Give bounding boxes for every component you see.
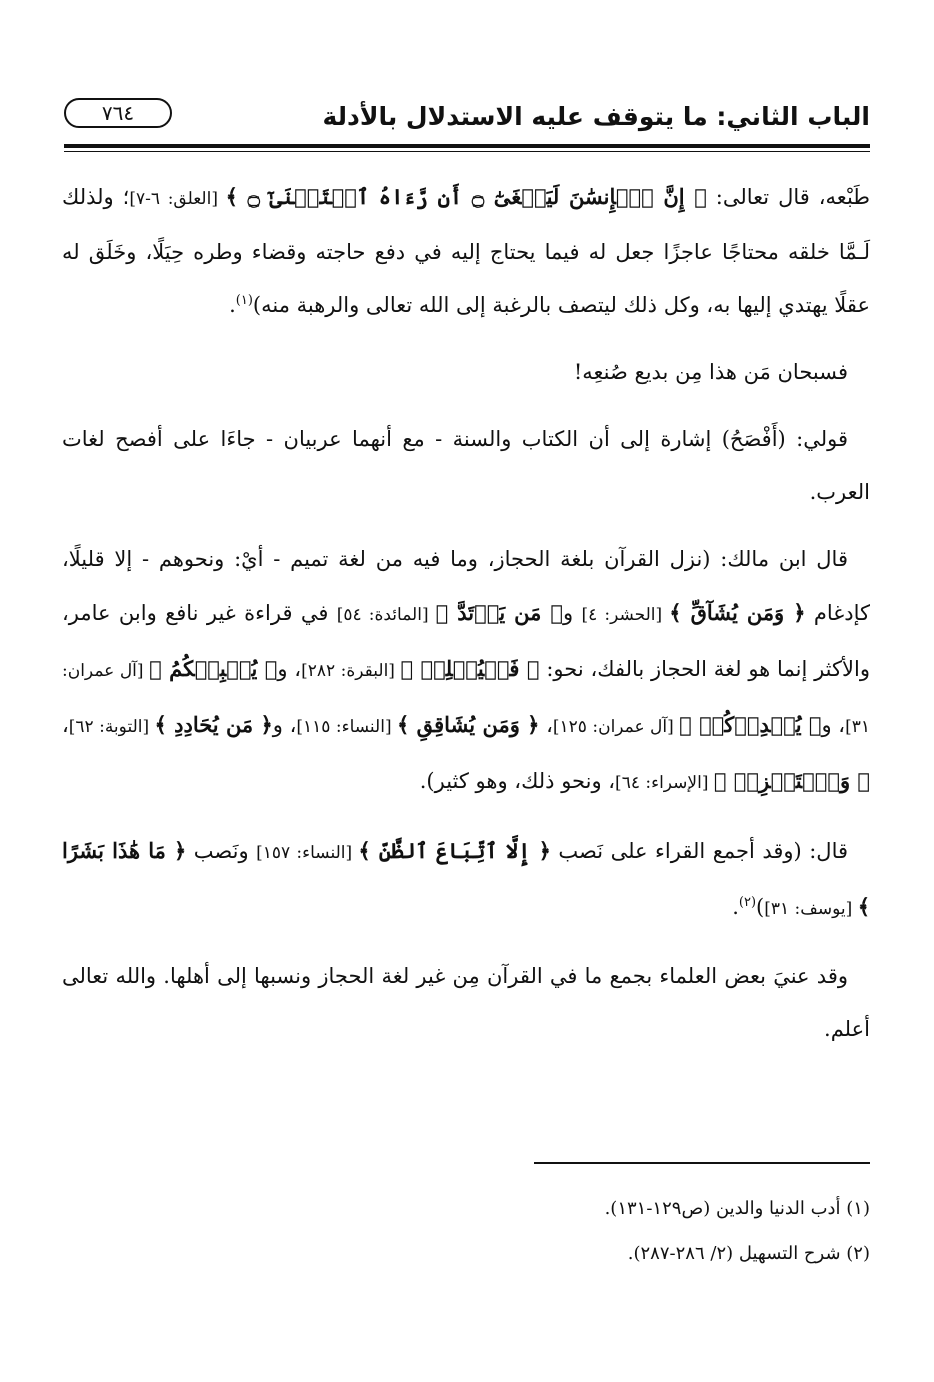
footnote-2: (٢) شرح التسهيل (٢/ ٢٨٦-٢٨٧). bbox=[627, 1243, 870, 1264]
text-run: قولي: (أَفْصَحُ) إشارة إلى أن الكتاب والسنة - مع أنهما عربيان - جاءَا على أفصح لغات العرب. bbox=[62, 427, 870, 504]
text-run: قال ابن مالك: (نزل القرآن بلغة الحجاز، وما فيه من لغة تميم - أيْ: ونحوهم - إلا قليلًا، كإدغام bbox=[62, 547, 871, 625]
page-number: ٧٦٤ bbox=[64, 98, 172, 128]
text-run: ، ونحو ذلك، وهو كثير). bbox=[419, 769, 616, 793]
quran-quote: ﴿ إِنَّ ٱلۡإِنسَٰنَ لَيَطۡغَىٰٓ ۝ أَن رَّءَاهُ ٱسۡتَغۡنَىٰٓ ۝ ﴾ bbox=[225, 184, 707, 209]
text-run: ) bbox=[756, 895, 765, 919]
text-run: قال: (وقد أجمع القراء على نَصب bbox=[550, 839, 849, 863]
verse-reference: [العلق: ٦-٧] bbox=[129, 189, 226, 209]
main-text bbox=[62, 170, 870, 1070]
header-rule-thick bbox=[64, 144, 870, 148]
footnote-marker: (٢) bbox=[738, 895, 757, 910]
verse-reference: [التوبة: ٦٢] bbox=[68, 717, 155, 737]
verse-reference: [الحشر: ٤] bbox=[581, 605, 670, 625]
paragraph bbox=[62, 170, 870, 332]
text-run: فسبحان مَن هذا مِن بديع صُنعِه! bbox=[573, 360, 848, 384]
quran-quote: ﴿ إِلَّا ٱتِّبَاعَ ٱلظَّنِّ ﴾ bbox=[358, 838, 551, 863]
text-run: وقد عنيَ بعض العلماء بجمع ما في القرآن مِن غير لغة الحجاز ونسبها إلى أهلها. والله تعالى أعلم. bbox=[62, 964, 870, 1041]
quran-quote: ﴿ وَٱسۡتَفۡزِزۡ ﴾ bbox=[713, 768, 870, 793]
paragraph bbox=[62, 346, 870, 399]
quran-quote: ﴿ يُمۡدِدۡكُمۡ ﴾ bbox=[679, 712, 822, 737]
footnote-marker: (١) bbox=[235, 293, 253, 308]
text-run: ، و bbox=[821, 713, 846, 737]
quran-quote: ﴿ يُحۡبِبۡكُمُ ﴾ bbox=[149, 656, 278, 681]
verse-reference: [البقرة: ٢٨٢] bbox=[301, 661, 401, 681]
text-run: طَبْعه، قال تعالى: bbox=[706, 185, 870, 209]
text-run: ، و bbox=[277, 657, 302, 681]
verse-reference: [الإسراء: ٦٤] bbox=[615, 773, 714, 793]
header-rule-thin bbox=[64, 151, 870, 152]
running-title: الباب الثاني: ما يتوقف عليه الاستدلال بالأدلة bbox=[322, 102, 870, 131]
page-header bbox=[64, 96, 870, 140]
text-run: و bbox=[563, 601, 582, 625]
paragraph bbox=[62, 950, 870, 1056]
text-run: ، bbox=[539, 713, 553, 737]
quran-quote: ﴿ مَا هَٰذَا بَشَرًا ﴾ bbox=[62, 838, 870, 919]
verse-reference: [النساء: ١١٥] bbox=[296, 717, 397, 737]
quran-quote: ﴿ مَن يَرۡتَدَّ ﴾ bbox=[435, 600, 564, 625]
text-run: ، bbox=[62, 713, 69, 737]
quran-quote: ﴿ مَن يُحَادِدِ ﴾ bbox=[154, 712, 273, 737]
text-run: ونَصب bbox=[186, 839, 257, 863]
footnote-1: (١) أدب الدنيا والدين (ص١٢٩-١٣١). bbox=[604, 1198, 870, 1219]
verse-reference: [آل عمران: ٣١] bbox=[62, 661, 870, 737]
text-run: ؛ ولذلك لَـمَّا خلقه محتاجًا عاجزًا جعل له فيما يحتاج إليه في دفع حاجته وقضاء وطره حِيَلًا، وخَلَق له عقلًا يهتدي إليها به، وكل ذلك ليتصف بالرغبة إلى الله تعالى والرهبة منه) bbox=[62, 185, 870, 317]
footnotes bbox=[64, 1186, 870, 1276]
quran-quote: ﴿ وَمَن يُشَآقِّ ﴾ bbox=[669, 600, 806, 625]
text-run: . bbox=[732, 895, 739, 919]
verse-reference: [المائدة: ٥٤] bbox=[336, 605, 436, 625]
verse-reference: [آل عمران: ١٢٥] bbox=[552, 717, 680, 737]
text-run: ، و bbox=[272, 713, 297, 737]
quran-quote: ﴿ وَمَن يُشَاقِقِ ﴾ bbox=[397, 712, 540, 737]
verse-reference: [يوسف: ٣١] bbox=[764, 899, 858, 919]
quran-quote: ﴿ فَلۡيُمۡلِلۡ ﴾ bbox=[400, 656, 540, 681]
paragraph bbox=[62, 533, 870, 810]
footnote-separator bbox=[534, 1162, 870, 1164]
text-run: . bbox=[229, 293, 236, 317]
text-run: في قراءة غير نافع وابن عامر، والأكثر إنما هو لغة الحجاز بالفك، نحو: bbox=[62, 601, 870, 681]
paragraph bbox=[62, 413, 870, 519]
paragraph bbox=[62, 824, 870, 936]
verse-reference: [النساء: ١٥٧] bbox=[256, 843, 359, 863]
